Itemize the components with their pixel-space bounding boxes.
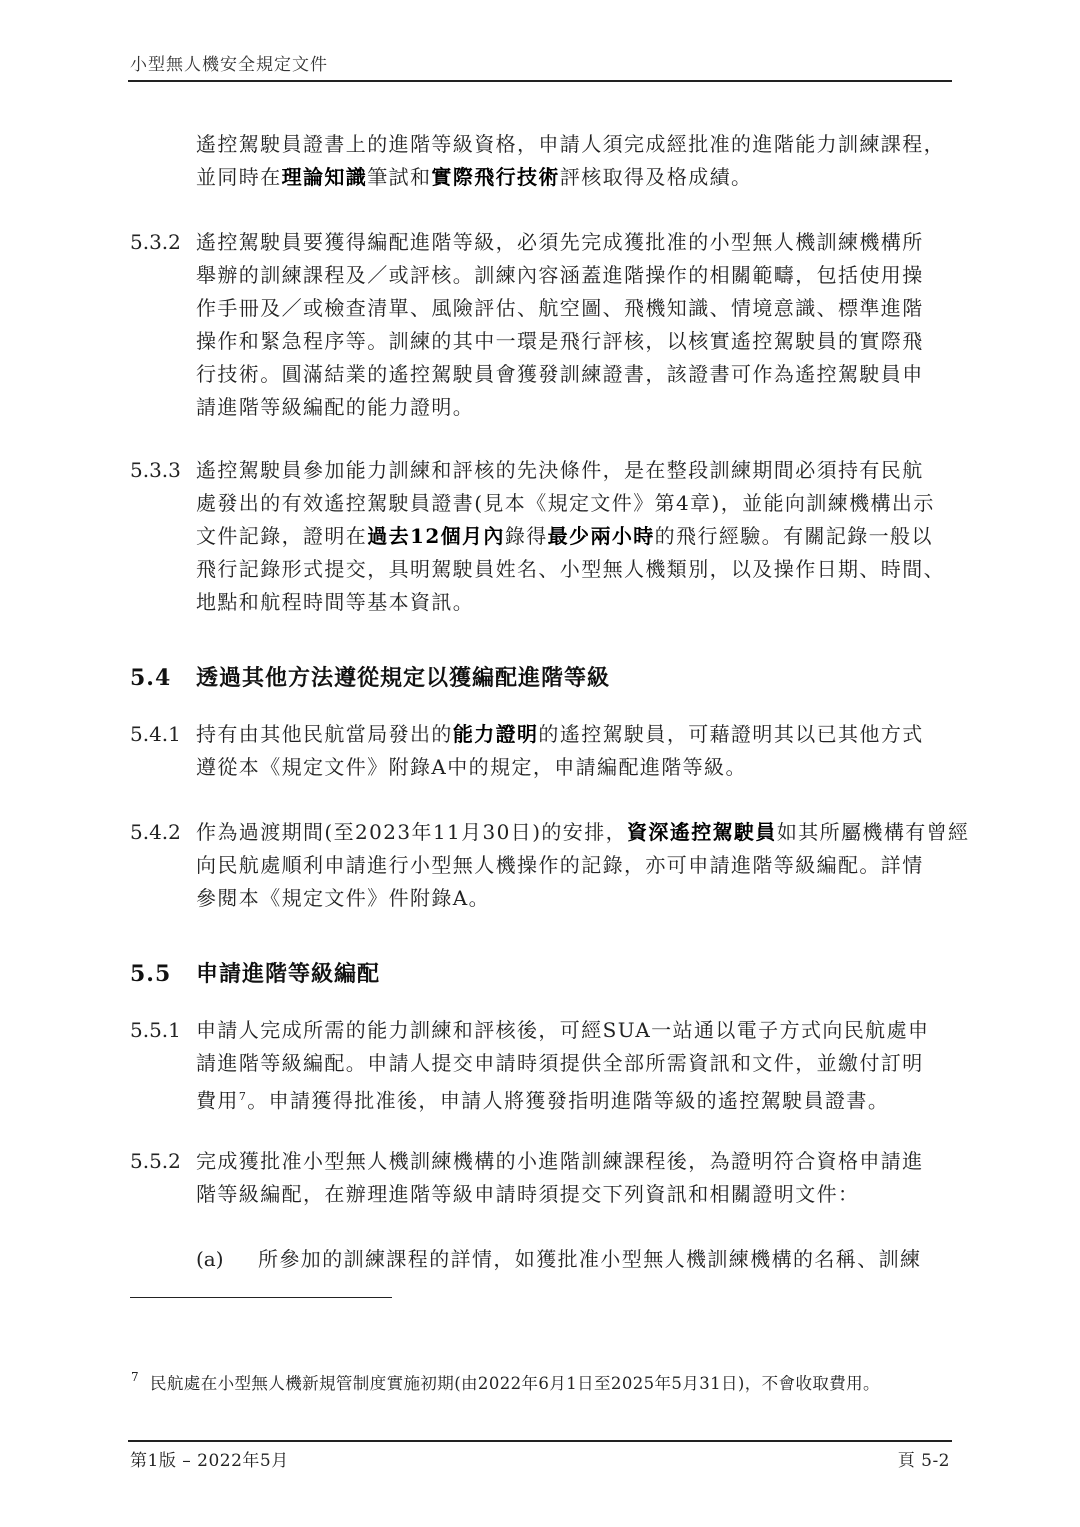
section-number-5-5: 5.5	[130, 961, 172, 987]
paragraph-line	[196, 718, 924, 751]
paragraph-line: 行技術。圓滿結業的遙控駕駛員會獲發訓練證書，該證書可作為遙控駕駛員申	[196, 362, 924, 386]
paragraph-line: 操作和緊急程序等。訓練的其中一環是飛行評核，以核實遙控駕駛員的實際飛	[196, 329, 924, 353]
paragraph-text: 持有由其他民航當局發出的	[196, 722, 453, 746]
paragraph-line: 請進階等級編配。申請人提交申請時須提供全部所需資訊和文件，並繳付訂明	[196, 1051, 924, 1075]
section-number-5-4: 5.4	[130, 665, 172, 691]
bold-senior-pilot: 資深遙控駕駛員	[627, 820, 777, 844]
paragraph-line: 地點和航程時間等基本資訊。	[196, 590, 475, 614]
intro-line-2	[196, 161, 945, 194]
footer-divider	[128, 1440, 952, 1442]
footnote-reference[interactable]: 7	[238, 1090, 248, 1103]
paragraph-line: 作手冊及／或檢查清單、風險評估、航空圖、飛機知識、情境意識、標準進階	[196, 296, 924, 320]
list-item-a	[258, 1243, 921, 1276]
bold-theory-knowledge: 理論知識	[281, 165, 368, 189]
paragraph-5-4-2	[196, 816, 969, 915]
paragraph-text: 的遙控駕駛員，可藉證明其以已其他方式	[538, 722, 924, 746]
paragraph-text: 的飛行經驗。有關記錄一般以	[654, 524, 933, 548]
section-title-5-5: 申請進階等級編配	[196, 961, 381, 987]
paragraph-text: 費用	[196, 1088, 239, 1113]
bold-flight-skill: 實際飛行技術	[431, 165, 560, 189]
paragraph-line: 遙控駕駛員要獲得編配進階等級，必須先完成獲批准的小型無人機訓練機構所	[196, 230, 924, 254]
bold-min-two-hours: 最少兩小時	[547, 524, 655, 548]
paragraph-number-5-3-2: 5.3.2	[130, 230, 181, 254]
paragraph-line	[196, 1080, 929, 1118]
section-title-5-4: 透過其他方法遵從規定以獲編配進階等級	[196, 665, 611, 691]
paragraph-line: 舉辦的訓練課程及／或評核。訓練內容涵蓋進階操作的相關範疇，包括使用操	[196, 263, 924, 287]
footnote-divider	[130, 1297, 392, 1298]
paragraph-number-5-4-1: 5.4.1	[130, 722, 181, 746]
paragraph-line: 遙控駕駛員參加能力訓練和評核的先決條件，是在整段訓練期間必須持有民航	[196, 458, 924, 482]
paragraph-line	[196, 816, 969, 849]
paragraph-number-5-4-2: 5.4.2	[130, 820, 181, 844]
intro-text: 評核取得及格成績。	[559, 165, 753, 189]
header-divider	[128, 80, 952, 82]
paragraph-line: 申請人完成所需的能力訓練和評核後，可經SUA一站通以電子方式向民航處申	[196, 1018, 930, 1042]
paragraph-text: 如其所屬機構有曾經	[776, 820, 970, 844]
paragraph-text: 。申請獲得批准後，申請人將獲發指明進階等級的遙控駕駛員證書。	[247, 1088, 890, 1113]
paragraph-5-5-1	[196, 1014, 929, 1118]
paragraph-line: 處發出的有效遙控駕駛員證書(見本《規定文件》第4章)，並能向訓練機構出示	[196, 491, 935, 515]
paragraph-line: 飛行記錄形式提交，具明駕駛員姓名、小型無人機類別，以及操作日期、時間、	[196, 557, 945, 581]
paragraph-line: 參閱本《規定文件》件附錄A。	[196, 886, 491, 910]
paragraph-line: 遵從本《規定文件》附錄A中的規定，申請編配進階等級。	[196, 755, 747, 779]
paragraph-number-5-3-3: 5.3.3	[130, 458, 181, 482]
paragraph-line: 向民航處順利申請進行小型無人機操作的記錄，亦可申請進階等級編配。詳情	[196, 853, 924, 877]
footnote-text: 民航處在小型無人機新規管制度實施初期(由2022年6月1日至2025年5月31日)，不會收取費用。	[150, 1374, 880, 1393]
paragraph-5-4-1	[196, 718, 924, 784]
footnote-mark: 7	[131, 1370, 139, 1384]
footer-page-number: 頁 5-2	[897, 1451, 950, 1471]
paragraph-line: 完成獲批准小型無人機訓練機構的小進階訓練課程後，為證明符合資格申請進	[196, 1149, 924, 1173]
paragraph-text: 錄得	[504, 524, 548, 548]
list-item-label-a: (a)	[196, 1247, 224, 1271]
paragraph-line	[196, 520, 945, 553]
intro-line-1: 遙控駕駛員證書上的進階等級資格，申請人須完成經批准的進階能力訓練課程，	[196, 132, 945, 156]
intro-text: 並同時在	[196, 165, 282, 189]
bold-past-12-months: 過去12個月內	[367, 524, 505, 548]
paragraph-5-5-2	[196, 1145, 924, 1211]
paragraph-text: 文件記錄，證明在	[196, 524, 368, 548]
footer-edition: 第1版 – 2022年5月	[130, 1451, 289, 1471]
paragraph-5-3-3	[196, 454, 945, 619]
paragraph-5-3-2	[196, 226, 924, 424]
paragraph-line: 請進階等級編配的能力證明。	[196, 395, 475, 419]
list-item-text: 所參加的訓練課程的詳情，如獲批准小型無人機訓練機構的名稱、訓練	[258, 1247, 922, 1271]
paragraph-text: 作為過渡期間(至2023年11月30日)的安排，	[196, 820, 628, 844]
header-title: 小型無人機安全規定文件	[130, 55, 328, 75]
paragraph-number-5-5-1: 5.5.1	[130, 1018, 181, 1042]
bold-proof-of-competency: 能力證明	[452, 722, 539, 746]
intro-text: 筆試和	[367, 165, 432, 189]
paragraph-line: 階等級編配，在辦理進階等級申請時須提交下列資訊和相關證明文件：	[196, 1182, 860, 1206]
paragraph-number-5-5-2: 5.5.2	[130, 1149, 181, 1173]
intro-paragraph	[196, 128, 945, 194]
